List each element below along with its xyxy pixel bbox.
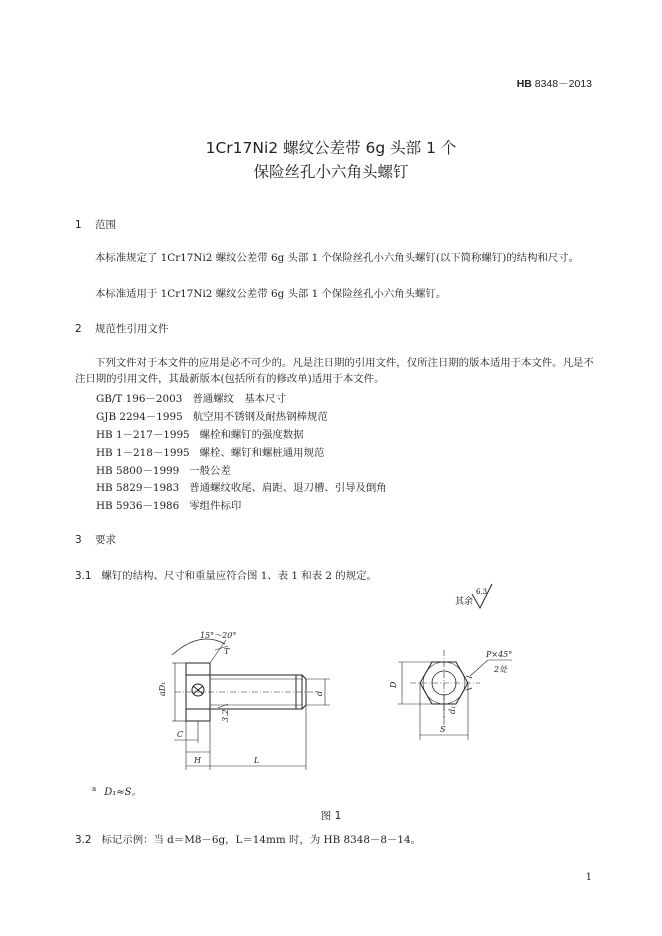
section-2-heading: 2 规范性引用文件 bbox=[75, 323, 169, 335]
page-number: 1 bbox=[585, 872, 592, 883]
dim-L: L bbox=[254, 756, 260, 765]
section-2-paragraph: 下列文件对于本文件的应用是必不可少的。凡是注日期的引用文件，仅所注日期的版本适用于本文件。凡是不注日期的引用文件，其最新版本(包括所有的修改单)适用于本文件。 bbox=[75, 357, 594, 385]
standard-number: HB 8348－2013 bbox=[516, 78, 592, 90]
dim-C: C bbox=[177, 730, 184, 739]
chamfer-label: P×45° bbox=[486, 650, 513, 659]
dim-r: 3.2 bbox=[221, 709, 230, 722]
section-1-paragraph-2: 本标准适用于 1Cr17Ni2 螺纹公差带 6g 头部 1 个保险丝孔小六角头螺钉。 bbox=[95, 288, 447, 300]
end-view bbox=[398, 650, 512, 740]
dim-d: d bbox=[315, 690, 324, 696]
figure-1-drawing bbox=[0, 580, 662, 780]
figure-caption: 图 1 bbox=[320, 810, 342, 822]
reference-item: GB/T 196－2003 普通螺纹 基本尺寸 bbox=[96, 393, 286, 405]
roughness-value: 6.3 bbox=[476, 588, 488, 596]
angle-label: 15°～20° bbox=[200, 631, 237, 640]
reference-item: GJB 2294－1995 航空用不锈钢及耐热钢棒规范 bbox=[96, 411, 328, 423]
clause-3-2: 3.2 标记示例：当 d＝M8－6g，L＝14mm 时，为 HB 8348－8－14。 bbox=[75, 834, 421, 846]
section-1-paragraph-1: 本标准规定了 1Cr17Ni2 螺纹公差带 6g 头部 1 个保险丝孔小六角头螺钉(以下简称螺钉)的结构和尺寸。 bbox=[95, 252, 580, 264]
reference-item: HB 1－217－1995 螺栓和螺钉的强度数据 bbox=[96, 429, 304, 441]
reference-item: HB 5829－1983 普通螺纹收尾、肩距、退刀槽、引导及倒角 bbox=[96, 482, 387, 494]
two-holes-label: 2处 bbox=[494, 665, 508, 674]
section-1-heading: 1 范围 bbox=[75, 219, 116, 231]
dim-D1: aD₁ bbox=[158, 681, 167, 696]
section-3-heading: 3 要求 bbox=[75, 534, 116, 546]
document-title-line1: 1Cr17Ni2 螺纹公差带 6g 头部 1 个 bbox=[205, 139, 457, 157]
dim-T: T bbox=[224, 647, 230, 656]
figure-note: $^a$ D₁≈S。 bbox=[92, 784, 142, 798]
document-title-line2: 保险丝孔小六角头螺钉 bbox=[253, 163, 409, 181]
reference-item: HB 1－218－1995 螺栓、螺钉和螺桩通用规范 bbox=[96, 447, 325, 459]
clause-3-1: 3.1 螺钉的结构、尺寸和重量应符合图 1、表 1 和表 2 的规定。 bbox=[75, 570, 377, 582]
dim-H: H bbox=[194, 756, 201, 765]
dim-S: S bbox=[440, 725, 446, 734]
reference-item: HB 5800－1999 一般公差 bbox=[96, 465, 231, 477]
dim-d1: d₁ bbox=[448, 705, 457, 714]
roughness-label: 其余 bbox=[455, 597, 474, 607]
reference-item: HB 5936－1986 零组件标印 bbox=[96, 500, 242, 512]
side-view bbox=[172, 639, 330, 770]
dim-D: D bbox=[389, 681, 398, 688]
